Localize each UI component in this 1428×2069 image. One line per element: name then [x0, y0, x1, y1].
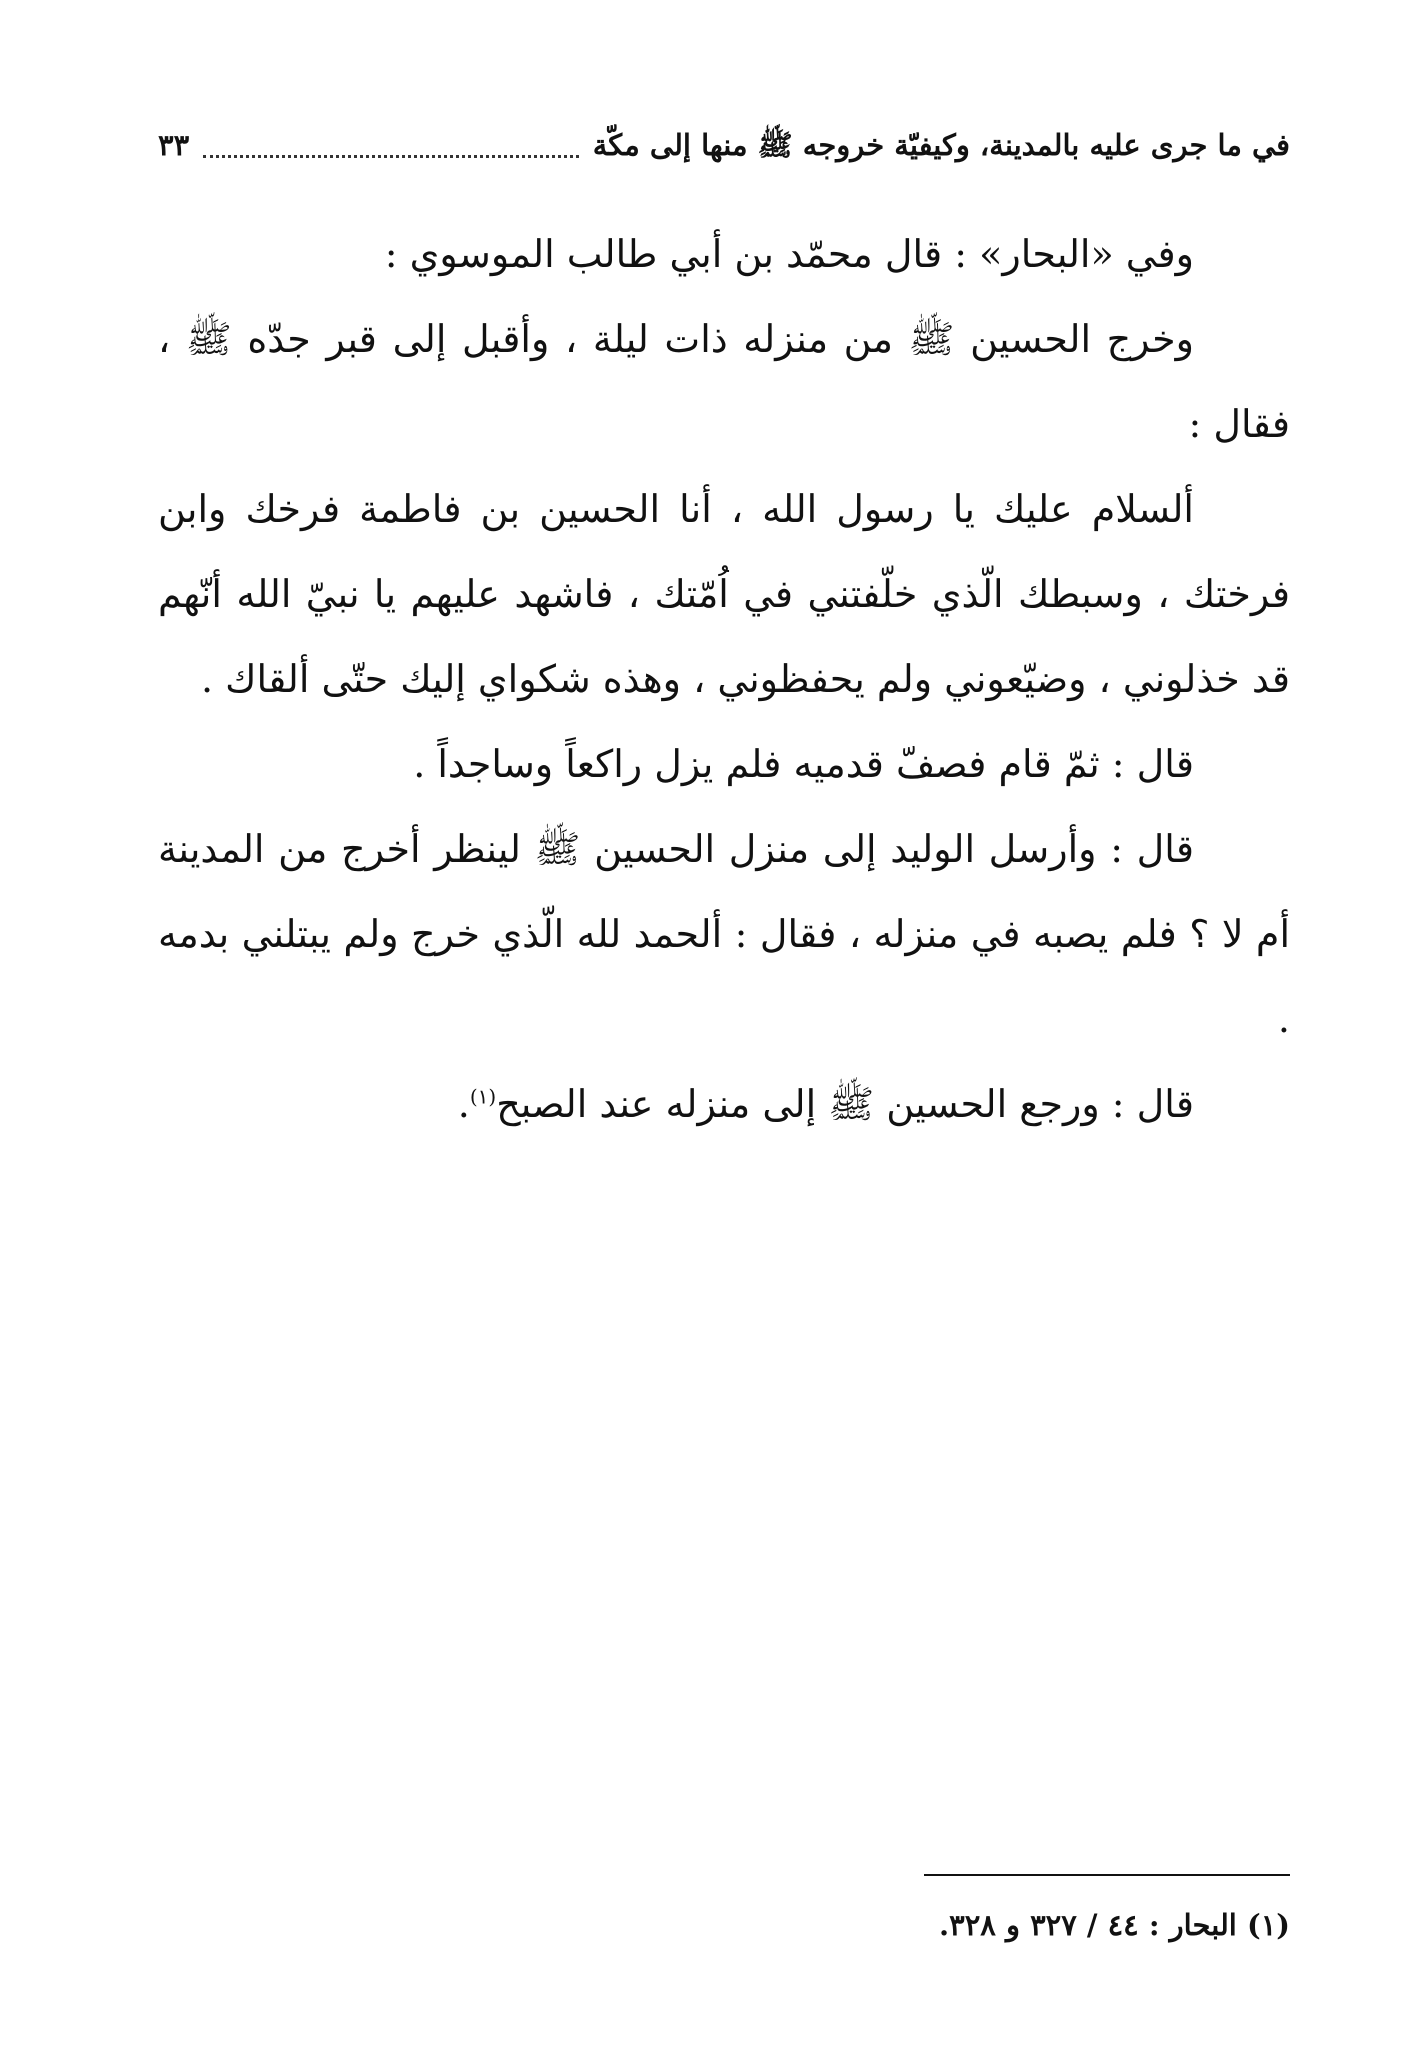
main-text	[158, 212, 1290, 1147]
paragraph-6-end: .	[457, 1082, 470, 1126]
footnote-separator	[924, 1874, 1290, 1876]
paragraph-2: وخرج الحسين ﷺ من منزله ذات ليلة ، وأقبل إلى قبر جدّه ﷺ ، فقال :	[158, 317, 1290, 446]
header-dot-leader	[203, 155, 579, 158]
running-header	[158, 120, 1290, 170]
paragraph-5: قال : وأرسل الوليد إلى منزل الحسين ﷺ لينظر أخرج من المدينة أم لا ؟ فلم يصبه في منزله ، فقال : ألحمد لله الّذي خرج ولم يبتلني بدمه .	[158, 827, 1290, 1041]
footnote-reference: (١)	[469, 1084, 497, 1109]
paragraph-6	[158, 1062, 1290, 1147]
page-number: ٣٣	[158, 128, 190, 162]
paragraph-1: وفي «البحار» : قال محمّد بن أبي طالب الموسوي :	[384, 232, 1194, 276]
paragraph-3: ألسلام عليك يا رسول الله ، أنا الحسين بن فاطمة فرخك وابن فرختك ، وسبطك الّذي خلّفتني في اُمّتك ، فاشهد عليهم يا نبيّ الله أنّهم قد خذلوني ، وضيّعوني ولم يحفظوني ، وهذه شكواي إليك حتّى ألقاك .	[158, 487, 1290, 701]
chapter-title: في ما جرى عليه بالمدينة، وكيفيّة خروجه ﷺ منها إلى مكّة	[592, 128, 1290, 162]
footnote: (١) البحار : ٤٤ / ٣٢٧ و ٣٢٨.	[939, 1908, 1290, 1942]
paragraph-4: قال : ثمّ قام فصفّ قدميه فلم يزل راكعاً وساجداً .	[413, 742, 1194, 786]
paragraph-6-text: قال : ورجع الحسين ﷺ إلى منزله عند الصبح	[496, 1082, 1194, 1126]
